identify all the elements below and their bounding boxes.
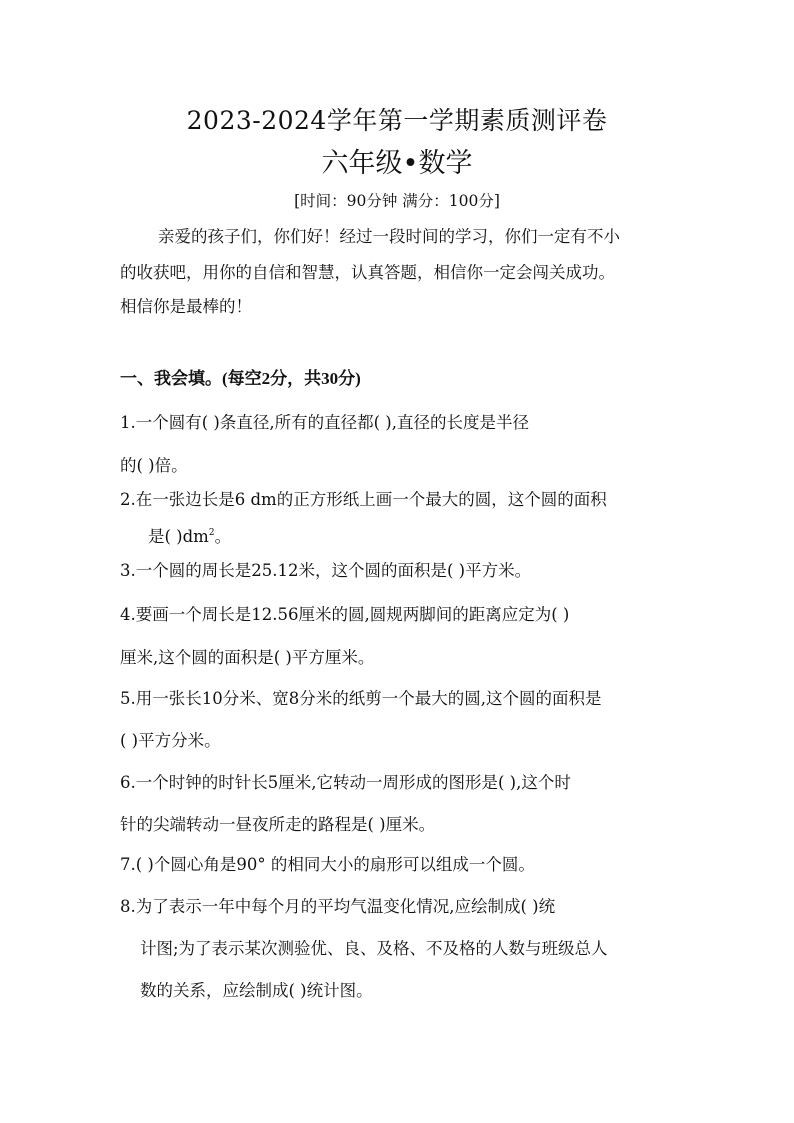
question-2-text: 是( )dm (148, 527, 209, 546)
intro-line-1: 亲爱的孩子们，你们好！经过一段时间的学习，你们一定有不小 (158, 227, 620, 246)
exam-subtitle: 六年级•数学 (321, 148, 473, 179)
time-score-info: [时间：90分钟 满分：100分] (294, 192, 500, 210)
question-6-line-1: 6.一个时钟的时针长5厘米,它转动一周形成的图形是( ),这个时 (120, 773, 571, 792)
exam-title: 2023-2024学年第一学期素质测评卷 (186, 106, 608, 135)
question-8-line-1: 8.为了表示一年中每个月的平均气温变化情况,应绘制成( )统 (120, 897, 556, 916)
question-5-line-1: 5.用一张长10分米、宽8分米的纸剪一个最大的圆,这个圆的面积是 (120, 689, 602, 708)
question-7-line-1: 7.( )个圆心角是90° 的相同大小的扇形可以组成一个圆。 (120, 855, 535, 874)
question-4-line-2: 厘米,这个圆的面积是( )平方厘米。 (120, 648, 375, 667)
question-8-line-2: 计图;为了表示某次测验优、良、及格、不及格的人数与班级总人 (140, 939, 608, 958)
intro-line-3: 相信你是最棒的！ (120, 297, 252, 316)
question-8-line-3: 数的关系，应绘制成( )统计图。 (140, 981, 373, 1000)
question-1-line-1: 1.一个圆有( )条直径,所有的直径都( ),直径的长度是半径 (120, 413, 529, 432)
superscript-two: 2 (208, 528, 215, 538)
intro-line-2: 的收获吧，用你的自信和智慧，认真答题，相信你一定会闯关成功。 (120, 263, 615, 282)
question-1-line-2: 的( )倍。 (120, 456, 188, 475)
question-2-end: 。 (214, 527, 232, 546)
question-2-line-2 (148, 522, 231, 548)
question-6-line-2: 针的尖端转动一昼夜所走的路程是( )厘米。 (120, 815, 436, 834)
question-3-line-1: 3.一个圆的周长是25.12米，这个圆的面积是( )平方米。 (120, 561, 532, 580)
section-heading: 一、我会填。(每空2分，共30分) (120, 369, 361, 388)
question-5-line-2: ( )平方分米。 (120, 731, 221, 750)
question-2-line-1: 2.在一张边长是6 dm的正方形纸上画一个最大的圆，这个圆的面积 (120, 490, 607, 509)
question-4-line-1: 4.要画一个周长是12.56厘米的圆,圆规两脚间的距离应定为( ) (120, 605, 570, 624)
